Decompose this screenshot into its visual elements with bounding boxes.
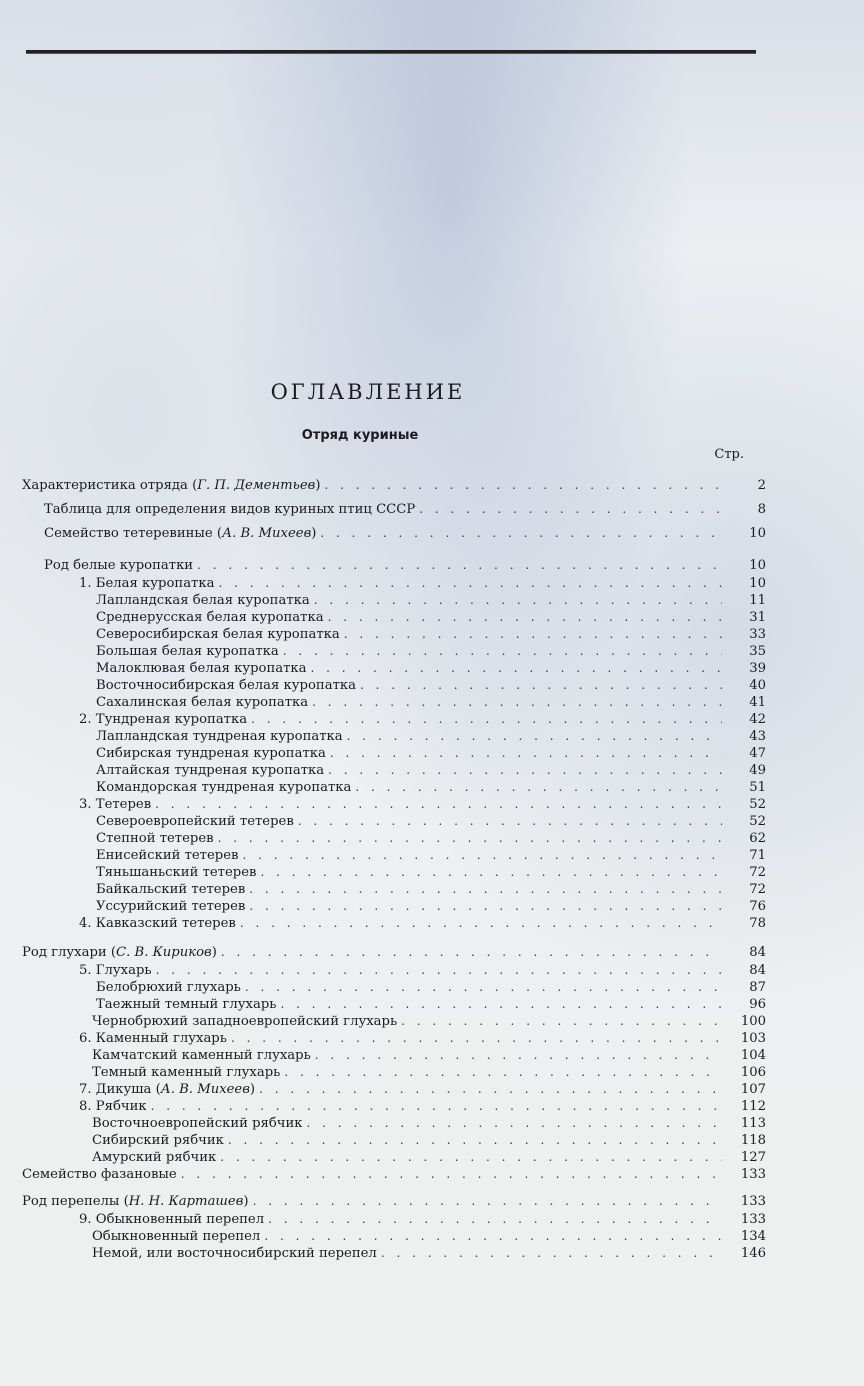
toc-entry: Байкальский тетерев . . . 72 xyxy=(96,882,766,900)
toc-entry: Обыкновенный перепел . . . 134 xyxy=(92,1229,766,1247)
toc-entry: Сахалинская белая куропатка . . . 41 xyxy=(96,695,766,713)
toc-entry: Лапландская белая куропатка . . . 11 xyxy=(96,593,766,611)
toc-entry: Большая белая куропатка . . . 35 xyxy=(96,644,766,662)
toc-entry: Среднерусская белая куропатка . . . 31 xyxy=(96,610,766,628)
toc-entry: Восточноевропейский рябчик . . . 113 xyxy=(92,1116,766,1134)
toc-entry: Семейство фазановые . . . 133 xyxy=(22,1167,766,1185)
toc-entry: 4. Кавказский тетерев . . . 78 xyxy=(79,916,766,934)
toc-entry: Степной тетерев . . . 62 xyxy=(96,831,766,849)
toc-entry: 3. Тетерев . . . 52 xyxy=(79,797,766,815)
toc-entry: 6. Каменный глухарь . . . 103 xyxy=(79,1031,766,1049)
toc-entry: Енисейский тетерев . . . 71 xyxy=(96,848,766,866)
toc-entry: Командорская тундреная куропатка . . . 51 xyxy=(96,780,766,798)
toc-entry: Восточносибирская белая куропатка . . . 40 xyxy=(96,678,766,696)
toc-entry: Амурский рябчик . . . 127 xyxy=(92,1150,766,1168)
order-subtitle: Отряд куриные xyxy=(301,428,419,443)
toc-entry: Характеристика отряда (Г. П. Дементьев) . . . 2 xyxy=(22,478,766,496)
toc-entry: Белобрюхий глухарь . . . 87 xyxy=(96,980,766,998)
toc-entry: Сибирский рябчик . . . 118 xyxy=(92,1133,766,1151)
toc-entry: Камчатский каменный глухарь . . . 104 xyxy=(92,1048,766,1066)
toc-entry: Северосибирская белая куропатка . . . 33 xyxy=(96,627,766,645)
toc-entry: Малоклювая белая куропатка . . . 39 xyxy=(96,661,766,679)
toc-entry: 9. Обыкновенный перепел . . . 133 xyxy=(79,1212,766,1230)
toc-entry: Немой, или восточносибирский перепел . . . 146 xyxy=(92,1246,766,1264)
toc-entry: Тяньшаньский тетерев . . . 72 xyxy=(96,865,766,883)
toc-entry: Уссурийский тетерев . . . 76 xyxy=(96,899,766,917)
toc-entry: Темный каменный глухарь . . . 106 xyxy=(92,1065,766,1083)
toc-entry: Лапландская тундреная куропатка . . . 43 xyxy=(96,729,766,747)
toc-entry: Чернобрюхий западноевропейский глухарь . . . 100 xyxy=(92,1014,766,1032)
toc-entry: Семейство тетеревиные (А. В. Михеев) . . . 10 xyxy=(44,526,766,544)
toc-entry: 5. Глухарь . . . 84 xyxy=(79,963,766,981)
toc-entry: Алтайская тундреная куропатка . . . 49 xyxy=(96,763,766,781)
page-column-header: Стр. xyxy=(714,447,744,462)
toc-entry: 2. Тундреная куропатка . . . 42 xyxy=(79,712,766,730)
toc-entry: Североевропейский тетерев . . . 52 xyxy=(96,814,766,832)
toc-entry: 8. Рябчик . . . 112 xyxy=(79,1099,766,1117)
toc-entry: 1. Белая куропатка . . . 10 xyxy=(79,576,766,594)
toc-entry: Род глухари (С. В. Кириков) . . . 84 xyxy=(22,945,766,963)
toc-entry: Таблица для определения видов куриных птиц СССР . . . 8 xyxy=(44,502,766,520)
toc-entry: Сибирская тундреная куропатка . . . 47 xyxy=(96,746,766,764)
toc-entry: Таежный темный глухарь . . . 96 xyxy=(96,997,766,1015)
toc-entry: Род перепелы (Н. Н. Карташев) . . . 133 xyxy=(22,1194,766,1212)
page-title: ОГЛАВЛЕНИЕ xyxy=(270,380,466,404)
toc-entry: Род белые куропатки . . . 10 xyxy=(44,558,766,576)
toc-entry: 7. Дикуша (А. В. Михеев) . . . 107 xyxy=(79,1082,766,1100)
